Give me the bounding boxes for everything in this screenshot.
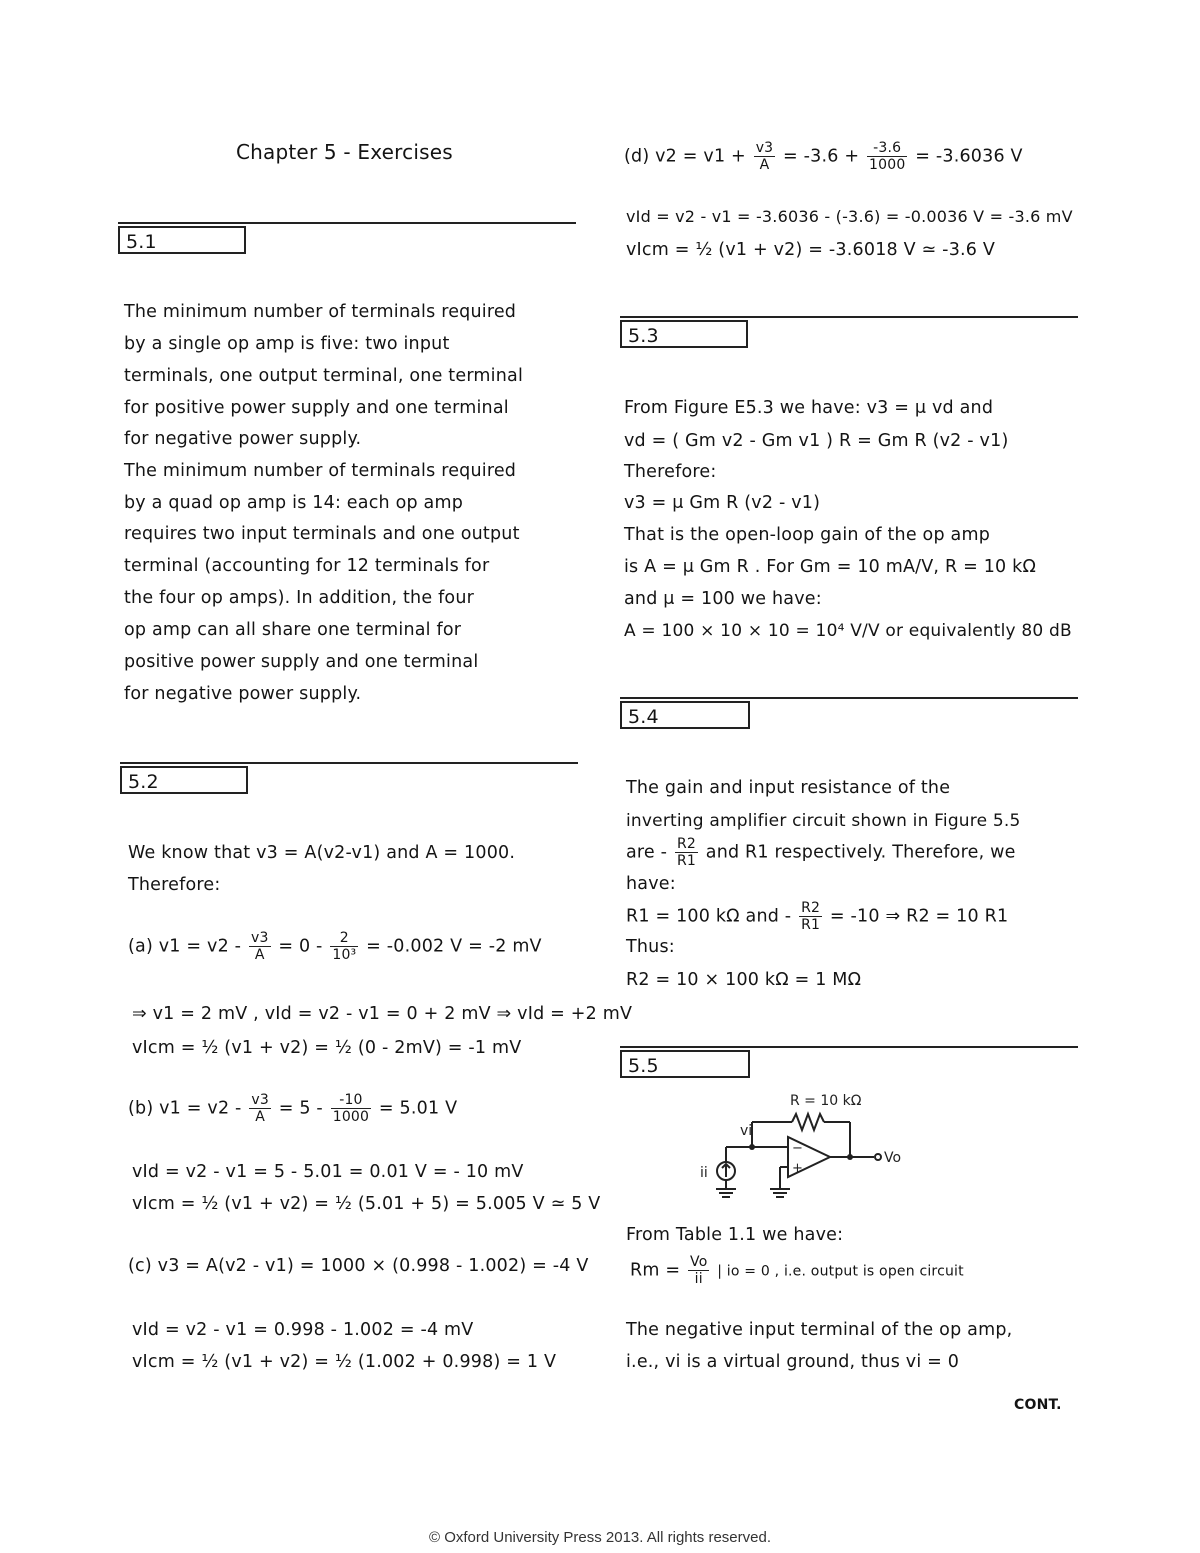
fraction: $\frac{-3.6}{1000}$ — [869, 140, 906, 173]
s54-line-5: R1 = 100 kΩ and - $\frac{R2}{R1}$ = -10 ⇒ R2 = 10 R1 — [626, 900, 1009, 933]
section-5-4-label: 5.4 — [620, 701, 750, 729]
s54-line-1: The gain and input resistance of the — [626, 778, 951, 798]
s51-line-5: for negative power supply. — [124, 429, 362, 449]
s51-line-1: The minimum number of terminals required — [124, 302, 517, 322]
s51-line-13: for negative power supply. — [124, 684, 362, 704]
s55-line-4: i.e., vi is a virtual ground, thus vi = 0 — [626, 1352, 960, 1372]
s52-c-line-1: (c) v3 = A(v2 - v1) = 1000 × (0.998 - 1.002) = -4 V — [128, 1256, 589, 1276]
output-terminal — [875, 1154, 881, 1160]
s53-line-3: Therefore: — [624, 462, 717, 482]
s53-line-6: is A = μ Gm R . For Gm = 10 mA/V, R = 10 kΩ — [624, 557, 1037, 577]
s51-line-6: The minimum number of terminals required — [124, 461, 517, 481]
circuit-resistor-label: R = 10 kΩ — [790, 1093, 862, 1109]
s52-b-line-1: (b) v1 = v2 - $\frac{v3}{A}$ = 5 - $\frac{-10}{1000}$ = 5.01 V — [128, 1092, 458, 1125]
section-5-1-label: 5.1 — [118, 226, 246, 254]
opamp-plus-label: + — [792, 1161, 803, 1176]
s52-b-line-3: vIcm = ½ (v1 + v2) = ½ (5.01 + 5) = 5.005 V ≃ 5 V — [132, 1194, 601, 1214]
s53-line-1: From Figure E5.3 we have: v3 = μ vd and — [624, 398, 994, 418]
s52-c-line-3: vIcm = ½ (v1 + v2) = ½ (1.002 + 0.998) = 1 V — [132, 1352, 557, 1372]
s54-line-6: Thus: — [626, 937, 675, 957]
s52-intro-2: Therefore: — [128, 875, 221, 895]
s51-line-12: positive power supply and one terminal — [124, 652, 479, 672]
s52-d-line-2: vId = v2 - v1 = -3.6036 - (-3.6) = -0.0036 V = -3.6 mV — [626, 207, 1073, 226]
fraction: $\frac{v3}{A}$ — [250, 930, 269, 963]
copyright-footer: © Oxford University Press 2013. All rights reserved. — [428, 1529, 771, 1546]
circuit-vi-label: vi — [740, 1123, 753, 1139]
s55-line-1: From Table 1.1 we have: — [626, 1225, 844, 1245]
s53-line-7: and μ = 100 we have: — [624, 589, 822, 609]
s53-line-8: A = 100 × 10 × 10 = 10⁴ V/V or equivalently 80 dB — [624, 621, 1072, 641]
section-5-5-label: 5.5 — [620, 1050, 750, 1078]
continued-marker: CONT. — [1014, 1397, 1062, 1413]
section-5-3-label: 5.3 — [620, 320, 748, 348]
s52-intro-1: We know that v3 = A(v2-v1) and A = 1000. — [128, 843, 516, 863]
s55-rm-line: Rm = $\frac{Vo}{ii}$ | io = 0 , i.e. output is open circuit — [630, 1254, 964, 1287]
s52-d-line-1: (d) v2 = v1 + $\frac{v3}{A}$ = -3.6 + $\frac{-3.6}{1000}$ = -3.6036 V — [624, 140, 1023, 173]
s54-line-3: are - $\frac{R2}{R1}$ and R1 respectively. Therefore, we — [626, 836, 1016, 869]
fraction: $\frac{Vo}{ii}$ — [690, 1254, 708, 1287]
s52-d-line-3: vIcm = ½ (v1 + v2) = -3.6018 V ≃ -3.6 V — [626, 240, 996, 260]
s52-a-line-3: vIcm = ½ (v1 + v2) = ½ (0 - 2mV) = -1 mV — [132, 1038, 522, 1058]
s53-line-5: That is the open-loop gain of the op amp — [624, 525, 991, 545]
fraction: $\frac{-10}{1000}$ — [332, 1092, 370, 1125]
s51-line-11: op amp can all share one terminal for — [124, 620, 462, 640]
s51-line-8: requires two input terminals and one output — [124, 524, 520, 544]
fraction: $\frac{R2}{R1}$ — [676, 836, 696, 869]
page-title: Chapter 5 - Exercises — [236, 140, 453, 164]
s51-line-2: by a single op amp is five: two input — [124, 334, 450, 354]
section-5-2-rule — [120, 762, 578, 764]
fraction: $\frac{2}{\text{10³}}$ — [332, 930, 357, 963]
s52-a-line-1: (a) v1 = v2 - $\frac{v3}{A}$ = 0 - $\frac{2}{\text{10³}}$ = -0.002 V = -2 mV — [128, 930, 542, 963]
s55-line-3: The negative input terminal of the op amp, — [626, 1320, 1013, 1340]
fraction: $\frac{R2}{R1}$ — [801, 900, 821, 933]
section-5-5-rule — [620, 1046, 1078, 1048]
s54-line-2: inverting amplifier circuit shown in Figure 5.5 — [626, 811, 1021, 831]
section-5-2-label: 5.2 — [120, 766, 248, 794]
s51-line-4: for positive power supply and one terminal — [124, 398, 509, 418]
fraction: $\frac{v3}{A}$ — [251, 1092, 269, 1125]
s52-c-line-2: vId = v2 - v1 = 0.998 - 1.002 = -4 mV — [132, 1320, 474, 1340]
s53-line-4: v3 = μ Gm R (v2 - v1) — [624, 493, 821, 513]
section-5-1-rule — [118, 222, 576, 224]
circuit-ii-label: ii — [700, 1165, 708, 1181]
s54-line-7: R2 = 10 × 100 kΩ = 1 MΩ — [626, 970, 862, 990]
opamp-minus-label: − — [792, 1141, 803, 1156]
s54-line-4: have: — [626, 874, 676, 894]
s51-line-7: by a quad op amp is 14: each op amp — [124, 493, 464, 513]
s52-a-line-2: ⇒ v1 = 2 mV , vId = v2 - v1 = 0 + 2 mV ⇒ vId = +2 mV — [132, 1004, 633, 1024]
feedback-resistor — [792, 1114, 824, 1130]
section-5-4-rule — [620, 697, 1078, 699]
s53-line-2: vd = ( Gm v2 - Gm v1 ) R = Gm R (v2 - v1) — [624, 431, 1009, 451]
inverting-amplifier-circuit — [700, 1085, 930, 1205]
fraction: $\frac{v3}{A}$ — [755, 140, 774, 173]
section-5-3-rule — [620, 316, 1078, 318]
circuit-vo-label: Vo — [884, 1150, 902, 1166]
s51-line-10: the four op amps). In addition, the four — [124, 588, 475, 608]
s52-b-line-2: vId = v2 - v1 = 5 - 5.01 = 0.01 V = - 10 mV — [132, 1162, 524, 1182]
s51-line-9: terminal (accounting for 12 terminals for — [124, 556, 490, 576]
s51-line-3: terminals, one output terminal, one terminal — [124, 366, 524, 386]
